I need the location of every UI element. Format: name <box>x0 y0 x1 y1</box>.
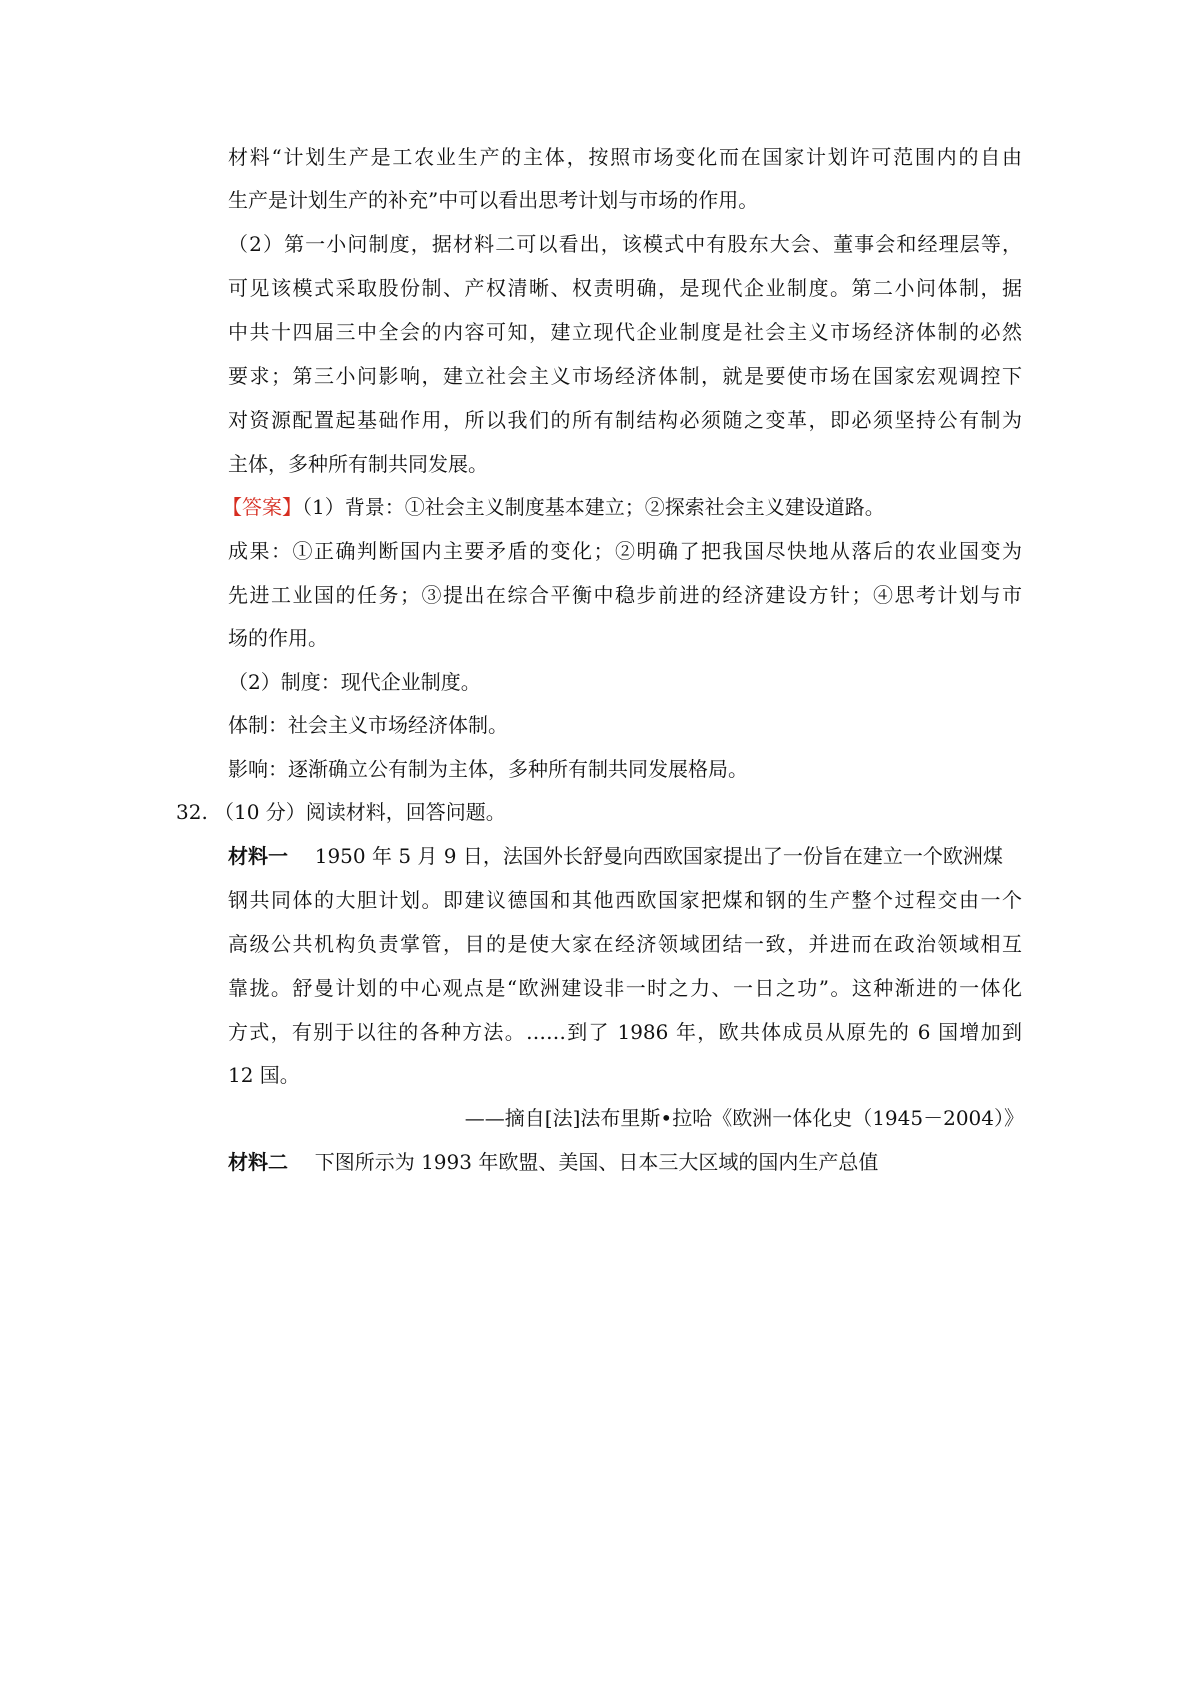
analysis-line: 要求；第三小问影响，建立社会主义市场经济体制，就是要使市场在国家宏观调控下 <box>228 364 1022 388</box>
analysis-line: （2）第一小问制度，据材料二可以看出，该模式中有股东大会、董事会和经理层等， <box>228 232 1022 256</box>
material1-first-line <box>228 846 1022 866</box>
answer-results-line: 先进工业国的任务；③提出在综合平衡中稳步前进的经济建设方针；④思考计划与市 <box>228 583 1022 607</box>
question-number: 32. <box>176 800 208 824</box>
material1-line: 12 国。 <box>228 1063 300 1087</box>
material1-text: 1950 年 5 月 9 日，法国外长舒曼向西欧国家提出了一份旨在建立一个欧洲煤 <box>314 844 1003 868</box>
answer-results-line: 成果：①正确判断国内主要矛盾的变化；②明确了把我国尽快地从落后的农业国变为 <box>228 539 1022 563</box>
material2-text: 下图所示为 1993 年欧盟、美国、日本三大区域的国内生产总值 <box>314 1150 879 1174</box>
material1-label: 材料一 <box>228 844 288 868</box>
material1-line: 钢共同体的大胆计划。即建议德国和其他西欧国家把煤和钢的生产整个过程交由一个 <box>228 888 1022 912</box>
answer-background-text: （1）背景：①社会主义制度基本建立；②探索社会主义建设道路。 <box>302 495 885 519</box>
analysis-line: 中共十四届三中全会的内容可知，建立现代企业制度是社会主义市场经济体制的必然 <box>228 320 1022 344</box>
material1-line: 靠拢。舒曼计划的中心观点是“欧洲建设非一时之力、一日之功”。这种渐进的一体化 <box>228 976 1022 1000</box>
answer-tag: 【答案】 <box>222 495 302 519</box>
material1-line: 高级公共机构负责掌管，目的是使大家在经济领域团结一致，并进而在政治领域相互 <box>228 932 1022 956</box>
analysis-line: 可见该模式采取股份制、产权清晰、权责明确，是现代企业制度。第二小问体制，据 <box>228 276 1022 300</box>
analysis-line: 生产是计划生产的补充”中可以看出思考计划与市场的作用。 <box>228 188 759 212</box>
question-prompt: （10 分）阅读材料，回答问题。 <box>214 800 506 824</box>
answer-results-line: 场的作用。 <box>228 626 328 650</box>
material1-source: ——摘自[法]法布里斯•拉哈《欧洲一体化史（1945－2004）》 <box>464 1106 1024 1130</box>
material2-label: 材料二 <box>228 1150 288 1174</box>
analysis-line: 对资源配置起基础作用，所以我们的所有制结构必须随之变革，即必须坚持公有制为 <box>228 408 1022 432</box>
material1-line: 方式，有别于以往的各种方法。……到了 1986 年，欧共体成员从原先的 6 国增加到 <box>228 1020 1022 1044</box>
material2-line <box>228 1152 878 1172</box>
answer-part2-structure: 体制：社会主义市场经济体制。 <box>228 713 508 737</box>
answer-part2-system: （2）制度：现代企业制度。 <box>228 670 481 694</box>
analysis-line: 主体，多种所有制共同发展。 <box>228 452 488 476</box>
answer-part1-background <box>222 497 885 517</box>
analysis-line: 材料“计划生产是工农业生产的主体，按照市场变化而在国家计划许可范围内的自由 <box>228 145 1022 169</box>
answer-part2-impact: 影响：逐渐确立公有制为主体，多种所有制共同发展格局。 <box>228 757 748 781</box>
